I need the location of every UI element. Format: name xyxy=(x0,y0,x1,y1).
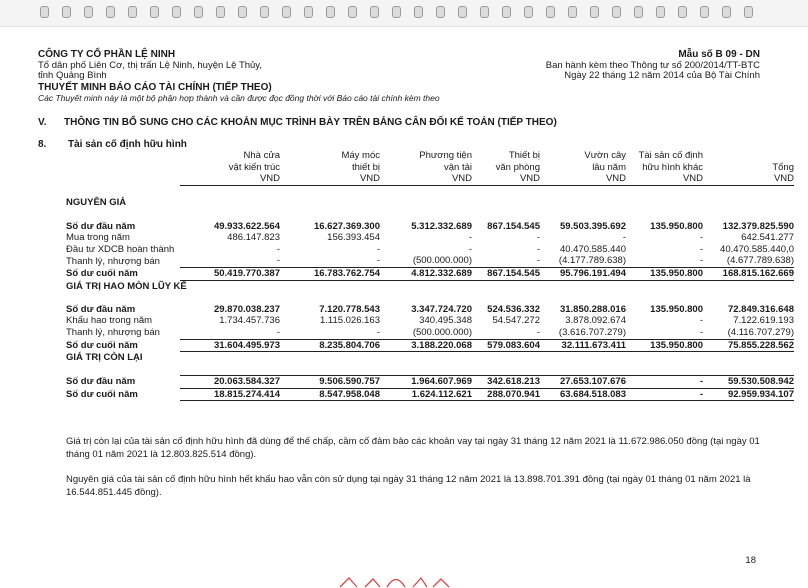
cell: 288.070.941 xyxy=(472,388,540,401)
cell: (500.000.000) xyxy=(412,326,472,338)
form-number: Mẫu số B 09 - DN xyxy=(678,49,760,60)
cell: 59.530.508.942 xyxy=(703,376,794,389)
column-header: Nhà cửa xyxy=(243,150,280,161)
row-label: Số dư đầu năm xyxy=(66,376,136,388)
cell: 135.950.800 xyxy=(626,267,703,280)
cell: 16.783.762.754 xyxy=(280,267,380,280)
cell: 135.950.800 xyxy=(626,339,703,352)
cell: 579.083.604 xyxy=(472,339,540,352)
cell: 524.536.332 xyxy=(487,303,540,315)
binder-hole xyxy=(634,6,643,18)
company-name: CÔNG TY CỔ PHẦN LỆ NINH xyxy=(38,49,176,60)
cell: 1.734.457.736 xyxy=(219,315,280,327)
section-number: V. xyxy=(38,117,47,128)
cell: 3.347.724.720 xyxy=(411,303,472,315)
column-header: Thiết bị xyxy=(508,150,540,161)
binder-hole xyxy=(304,6,313,18)
cell: 31.850.288.016 xyxy=(559,303,626,315)
row-label: Đầu tư XDCB hoàn thành xyxy=(66,243,175,255)
cell: (4.116.707.279) xyxy=(727,326,794,338)
group-heading-depreciation xyxy=(66,280,794,292)
table-row xyxy=(66,388,794,401)
cell: 135.950.800 xyxy=(650,303,703,315)
circular-date: Ngày 22 tháng 12 năm 2014 của Bộ Tài Chính xyxy=(564,70,760,81)
row-label: Số dư cuối năm xyxy=(66,339,138,351)
binder-hole xyxy=(194,6,203,18)
column-header: thiết bị xyxy=(352,161,380,173)
cell: 49.933.622.564 xyxy=(213,220,280,232)
cell: - xyxy=(376,255,380,267)
note-fully-depreciated: Nguyên giá của tài sản cố định hữu hình hết khấu hao vẫn còn sử dụng tại ngày 31 tháng 12 năm 2021 là 13.898.701.391 đồng (tại ngày 01 tháng 01 năm 2021 là 16.544.851.445 đồng). xyxy=(66,474,751,498)
cell: 1.624.112.621 xyxy=(380,388,472,401)
binder-hole xyxy=(326,6,335,18)
cell: 8.235.804.706 xyxy=(280,339,380,352)
cell: - xyxy=(699,315,703,327)
row-label: Mua trong năm xyxy=(66,232,130,244)
item-heading xyxy=(38,139,187,150)
binder-hole xyxy=(722,6,731,18)
cell: 5.312.332.689 xyxy=(411,220,472,232)
total-row xyxy=(66,339,794,352)
unit-row xyxy=(66,173,794,185)
binder-hole xyxy=(414,6,423,18)
row-label: Số dư cuối năm xyxy=(66,267,138,279)
table-row xyxy=(66,376,794,389)
column-header: Máy móc xyxy=(341,150,380,161)
section-title: THÔNG TIN BỔ SUNG CHO CÁC KHOẢN MỤC TRÌNH BÀY TRÊN BẢNG CÂN ĐỐI KẾ TOÁN (TIẾP THEO) xyxy=(64,117,557,128)
page-number: 18 xyxy=(745,555,756,566)
company-header xyxy=(38,50,262,82)
unit-label: VND xyxy=(280,173,380,185)
cell: (500.000.000) xyxy=(412,255,472,267)
fixed-assets-table xyxy=(66,150,794,401)
cell: - xyxy=(468,243,472,255)
item-number: 8. xyxy=(38,139,47,150)
table-row xyxy=(66,232,794,244)
group-heading: GIÁ TRỊ HAO MÒN LŨY KẾ xyxy=(66,280,187,292)
unit-label: VND xyxy=(540,173,626,185)
binder-strip xyxy=(0,0,808,27)
cell: - xyxy=(376,326,380,338)
cell: - xyxy=(536,255,540,267)
unit-label: VND xyxy=(380,173,472,185)
column-header-row-1 xyxy=(66,150,794,162)
cell: 4.812.332.689 xyxy=(380,267,472,280)
cell: - xyxy=(626,388,703,401)
cell: (3.616.707.279) xyxy=(558,326,626,338)
company-address-line2: tỉnh Quảng Bình xyxy=(38,70,107,81)
document-subtitle: Các Thuyết minh này là một bộ phận hợp thành và cần được đọc đồng thời với Báo cáo tài chính kèm theo xyxy=(38,93,440,103)
row-label: Khấu hao trong năm xyxy=(66,315,153,327)
cell: - xyxy=(699,232,703,244)
column-header: vật kiến trúc xyxy=(228,161,280,173)
binder-hole xyxy=(282,6,291,18)
cell: - xyxy=(536,326,540,338)
unit-label: VND xyxy=(703,173,794,185)
cell: 31.604.495.973 xyxy=(180,339,280,352)
cell: 342.618.213 xyxy=(472,376,540,389)
cell: 92.959.934.107 xyxy=(703,388,794,401)
binder-hole xyxy=(612,6,621,18)
binder-hole xyxy=(546,6,555,18)
cell: 40.470.585.440 xyxy=(559,243,626,255)
cell: 8.547.958.048 xyxy=(280,388,380,401)
cell: 16.627.369.300 xyxy=(313,220,380,232)
cell: - xyxy=(536,232,540,244)
cell: 75.855.228.562 xyxy=(703,339,794,352)
cell: 1.964.607.969 xyxy=(380,376,472,389)
circular-reference: Ban hành kèm theo Thông tư số 200/2014/TT-BTC xyxy=(545,59,760,71)
cell: 3.878.092.674 xyxy=(565,315,626,327)
cell: - xyxy=(699,243,703,255)
binder-hole xyxy=(744,6,753,18)
cell: 135.950.800 xyxy=(650,220,703,232)
cell: 63.684.518.083 xyxy=(540,388,626,401)
cell: - xyxy=(626,376,703,389)
binder-hole xyxy=(128,6,137,18)
cell: 20.063.584.327 xyxy=(180,376,280,389)
column-header: văn phòng xyxy=(495,161,540,173)
row-label: Số dư cuối năm xyxy=(66,388,138,400)
cell: 95.796.191.494 xyxy=(540,267,626,280)
group-heading-cost xyxy=(66,197,794,209)
row-label: Số dư đầu năm xyxy=(66,220,136,232)
document-title: THUYẾT MINH BÁO CÁO TÀI CHÍNH (TIẾP THEO) xyxy=(38,82,272,93)
cell: 54.547.272 xyxy=(492,315,540,327)
cell: 168.815.162.669 xyxy=(703,267,794,280)
cell: 40.470.585.440,0 xyxy=(720,243,794,255)
table-row xyxy=(66,304,794,316)
cell: 27.653.107.676 xyxy=(540,376,626,389)
cell: - xyxy=(276,326,280,338)
column-header: Phương tiện xyxy=(419,150,472,161)
cell: - xyxy=(699,326,703,338)
table-row xyxy=(66,221,794,233)
column-header: Tài sản cố định xyxy=(638,150,703,161)
cell: - xyxy=(376,243,380,255)
cell: 1.115.026.163 xyxy=(319,315,380,327)
cell: 3.188.220.068 xyxy=(380,339,472,352)
column-header: hữu hình khác xyxy=(642,161,703,173)
table-row xyxy=(66,255,794,267)
cell: (4.677.789.638) xyxy=(726,255,794,267)
unit-label: VND xyxy=(180,173,280,185)
row-label: Thanh lý, nhượng bán xyxy=(66,255,160,267)
red-stamp-mark xyxy=(335,575,455,588)
binder-hole xyxy=(480,6,489,18)
binder-hole xyxy=(260,6,269,18)
cell: 59.503.395.692 xyxy=(559,220,626,232)
binder-hole xyxy=(172,6,181,18)
cell: 18.815.274.414 xyxy=(180,388,280,401)
column-header: lâu năm xyxy=(592,161,626,173)
cell: 9.506.590.757 xyxy=(280,376,380,389)
cell: 642.541.277 xyxy=(741,232,794,244)
cell: - xyxy=(276,243,280,255)
cell: - xyxy=(622,232,626,244)
cell: 32.111.673.411 xyxy=(540,339,626,352)
binder-hole xyxy=(678,6,687,18)
binder-hole xyxy=(40,6,49,18)
row-label: Số dư đầu năm xyxy=(66,303,136,315)
table-row xyxy=(66,315,794,327)
binder-hole xyxy=(62,6,71,18)
cell: 867.154.545 xyxy=(487,220,540,232)
binder-hole xyxy=(458,6,467,18)
binder-hole xyxy=(568,6,577,18)
binder-hole xyxy=(106,6,115,18)
cell: 132.379.825.590 xyxy=(722,220,794,232)
cell: - xyxy=(276,255,280,267)
cell: 29.870.038.237 xyxy=(213,303,280,315)
column-header: Vườn cây xyxy=(584,150,626,161)
binder-hole xyxy=(84,6,93,18)
group-heading: NGUYÊN GIÁ xyxy=(66,197,127,209)
cell: 486.147.823 xyxy=(227,232,280,244)
binder-hole xyxy=(436,6,445,18)
cell: - xyxy=(468,232,472,244)
company-address-line1: Tổ dân phố Liên Cơ, thị trấn Lệ Ninh, huyện Lệ Thủy, xyxy=(38,59,262,71)
binder-hole xyxy=(700,6,709,18)
cell: 340.495.348 xyxy=(419,315,472,327)
cell: 7.122.619.193 xyxy=(733,315,794,327)
binder-hole xyxy=(348,6,357,18)
cell: 72.849.316.648 xyxy=(727,303,794,315)
row-label: Thanh lý, nhượng bán xyxy=(66,327,160,339)
cell: - xyxy=(536,243,540,255)
group-heading: GIÁ TRỊ CÒN LẠI xyxy=(66,352,143,364)
binder-hole xyxy=(524,6,533,18)
cell: 867.154.545 xyxy=(472,267,540,280)
table-row xyxy=(66,244,794,256)
total-row xyxy=(66,267,794,280)
cell: 156.393.454 xyxy=(327,232,380,244)
group-heading-net-book-value xyxy=(66,352,794,364)
binder-hole xyxy=(370,6,379,18)
cell: (4.177.789.638) xyxy=(558,255,626,267)
item-title: Tài sản cố định hữu hình xyxy=(68,139,187,150)
column-header: Tổng xyxy=(772,161,794,173)
binder-hole xyxy=(392,6,401,18)
binder-hole xyxy=(656,6,665,18)
column-header-row-2 xyxy=(66,162,794,174)
cell: 7.120.778.543 xyxy=(319,303,380,315)
cell: 50.419.770.387 xyxy=(180,267,280,280)
section-heading xyxy=(38,117,557,128)
unit-label: VND xyxy=(472,173,540,185)
note-pledged-assets: Giá trị còn lại của tài sản cố định hữu hình đã dùng để thế chấp, cầm cố đảm bảo các khoản vay tại ngày 31 tháng 12 năm 2021 là 11.672.986.050 đồng (tại ngày 01 tháng 01 năm 2021 là 12.803.825.514 đồng). xyxy=(66,436,760,460)
unit-label: VND xyxy=(626,173,703,185)
column-header: vận tải xyxy=(444,161,472,173)
cell: - xyxy=(699,255,703,267)
table-row xyxy=(66,327,794,339)
form-reference xyxy=(546,50,760,82)
binder-hole xyxy=(216,6,225,18)
binder-hole xyxy=(502,6,511,18)
binder-hole xyxy=(590,6,599,18)
binder-hole xyxy=(238,6,247,18)
column-header xyxy=(703,150,794,162)
binder-hole xyxy=(150,6,159,18)
